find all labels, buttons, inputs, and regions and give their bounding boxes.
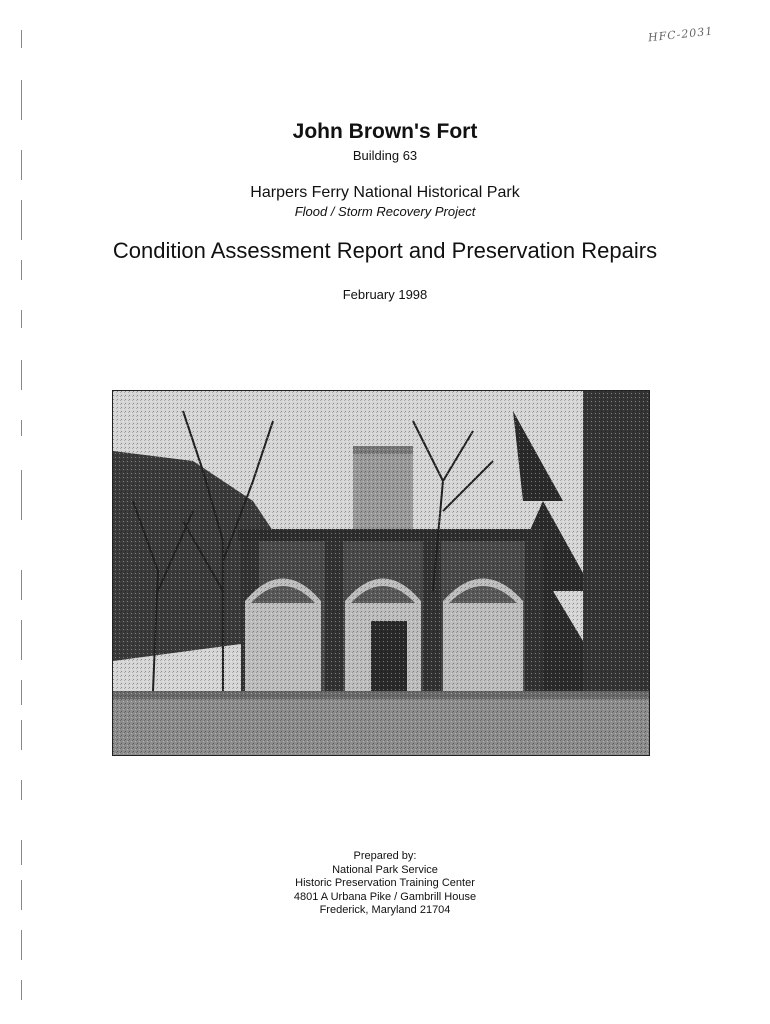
prepared-by-label: Prepared by:: [353, 850, 417, 862]
prepared-by-line-organization: National Park Service: [332, 863, 438, 876]
report-date: February 1998: [342, 287, 428, 302]
park-name: Harpers Ferry National Historical Park: [250, 184, 520, 201]
document-title: John Brown's Fort: [292, 120, 478, 143]
building-photo-illustration: [113, 391, 649, 755]
prepared-by-block: [0, 850, 770, 918]
project-name: Flood / Storm Recovery Project: [294, 204, 476, 219]
prepared-by-line-city: Frederick, Maryland 21704: [319, 904, 451, 916]
prepared-by-line-address: 4801 A Urbana Pike / Gambrill House: [293, 890, 477, 903]
building-number: Building 63: [352, 148, 418, 163]
report-title: Condition Assessment Report and Preservation Repairs: [112, 238, 658, 263]
building-photo: [112, 390, 650, 756]
prepared-by-line-center: Historic Preservation Training Center: [295, 877, 475, 889]
handwritten-note: HFC-2031: [647, 24, 714, 45]
